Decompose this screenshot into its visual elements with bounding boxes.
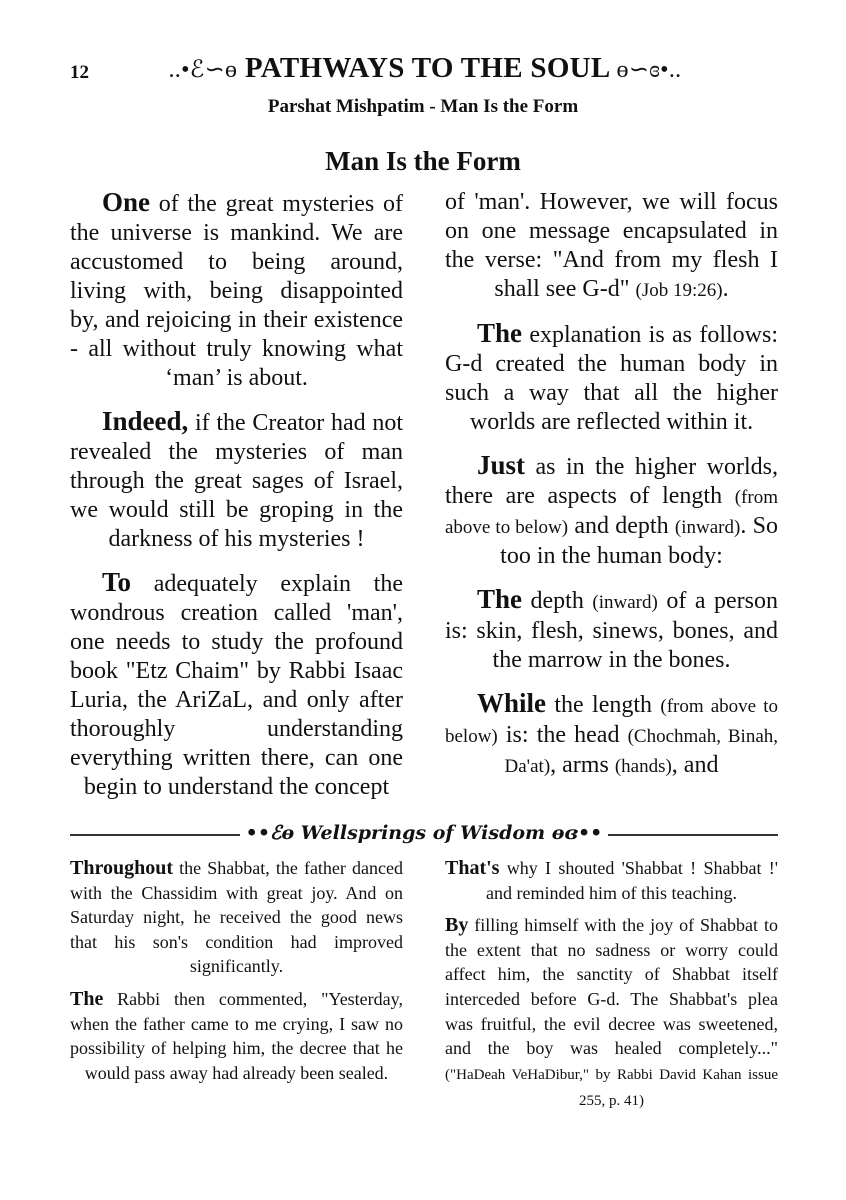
paragraph [445, 451, 778, 571]
parenthetical-text: (hands) [614, 756, 672, 777]
paragraph-text: of 'man'. However, we will focus on one message encapsulated in the verse: "And from my flesh I shall see G-d" [445, 189, 778, 302]
paragraph-text: of the great mysteries of the universe is mankind. We are accustomed to being around, living with, being disappointed by, and rejoicing in their existence - all without truly knowing what ‘man’ is about. [70, 191, 403, 391]
ornament-left-icon: ..•ℰ∽ɵ [168, 57, 238, 83]
paragraph-text: the length [546, 692, 661, 718]
paragraph-text: of a person is: skin, flesh, sinews, bones, and the marrow in the bones. [445, 588, 778, 673]
parenthetical-text: (Chochmah, Binah, Da'at) [504, 726, 779, 777]
paragraph-text: if the Creator had not revealed the mysteries of man through the great sages of Israel, we would still be groping in the darkness of his mysteries ! [70, 410, 403, 552]
paragraph-text: explanation is as follows: G-d created the human body in such a way that all the higher worlds are reflected within it. [445, 322, 778, 435]
lead-word: Indeed, [102, 406, 189, 436]
article-title: Man Is the Form [325, 146, 521, 176]
lead-word: While [477, 688, 547, 718]
paragraph-text: , arms [550, 752, 615, 778]
paragraph-text: as in the higher worlds, there are aspects of length [445, 454, 778, 509]
lead-word: Just [477, 450, 526, 480]
paragraph [70, 188, 403, 393]
paragraph-text: , and [671, 752, 719, 778]
lead-word: One [102, 187, 151, 217]
lead-word: Throughout [70, 857, 174, 879]
lead-word: By [445, 914, 469, 937]
paragraph [70, 407, 403, 554]
paragraph-text: Rabbi then commented, "Yesterday, when the father came to me crying, I saw no possibility of helping him, the decree that he would pass away had already been sealed. [70, 988, 403, 1083]
paragraph [445, 188, 778, 305]
running-title [130, 52, 720, 85]
article-right-column [445, 188, 778, 795]
chapter-subtitle: Parshat Mishpatim - Man Is the Form [267, 96, 579, 117]
paragraph [445, 689, 778, 781]
paragraph-text: filling himself with the joy of Shabbat to the extent that no sadness or worry could affect him, the sanctity of Shabbat itself interceded before G-d. The Shabbat's plea was fruitful, the evil decree was sweetened, and the boy was healed completely..." [445, 915, 778, 1059]
paragraph-text: is: the head [497, 722, 628, 748]
parenthetical-text: (from above to below) [445, 487, 778, 538]
paragraph [70, 856, 403, 979]
paragraph [70, 987, 403, 1085]
parenthetical-text: (Job 19:26) [635, 280, 723, 301]
parenthetical-text: (inward) [674, 517, 741, 538]
article-left-column [70, 188, 403, 816]
paragraph [445, 856, 778, 905]
paragraph [445, 319, 778, 437]
lead-word: The [477, 584, 523, 614]
paragraph-text: . [722, 276, 729, 302]
divider-label: Wellsprings of Wisdom [300, 822, 546, 844]
page-number: 12 [70, 62, 89, 83]
parenthetical-text: (from above to below) [445, 696, 779, 747]
paragraph-text: why I shouted 'Shabbat ! Shabbat !' and reminded him of this teaching. [486, 858, 778, 903]
section-divider [70, 822, 778, 848]
parenthetical-text: ("HaDeah VeHaDibur," by Rabbi David Kahan issue 255, p. 41) [445, 1066, 778, 1110]
paragraph [445, 585, 778, 675]
paragraph [70, 568, 403, 802]
divider-label-wrap [70, 822, 778, 844]
running-title-text: PATHWAYS TO THE SOUL [244, 52, 609, 84]
paragraph-text: and depth [568, 513, 675, 539]
paragraph-text: depth [522, 588, 593, 614]
story-left-column [70, 856, 403, 1093]
paragraph-text: . So too in the human body: [500, 513, 778, 569]
lead-word: The [477, 318, 523, 348]
paragraph-text: adequately explain the wondrous creation called 'man', one needs to study the profound book "Etz Chaim" by Rabbi Isaac Luria, the AriZaL, and only after thoroughly understanding everything written there, can one begin to understand the concept [70, 571, 403, 800]
lead-word: That's [445, 857, 500, 879]
parenthetical-text: (inward) [592, 592, 658, 613]
lead-word: The [70, 987, 104, 1010]
story-right-column [445, 856, 778, 1122]
divider-ornament-left-icon: ••ℰɵ [245, 822, 295, 844]
ornament-right-icon: ɵ∽ɞ•.. [616, 57, 682, 83]
lead-word: To [102, 567, 132, 597]
paragraph-text: the Shabbat, the father danced with the Chassidim with great joy. And on Saturday night, he received the good news that his son's condition had improved significantly. [70, 858, 403, 977]
divider-ornament-right-icon: ɵɞ•• [551, 822, 603, 844]
paragraph [445, 913, 778, 1114]
